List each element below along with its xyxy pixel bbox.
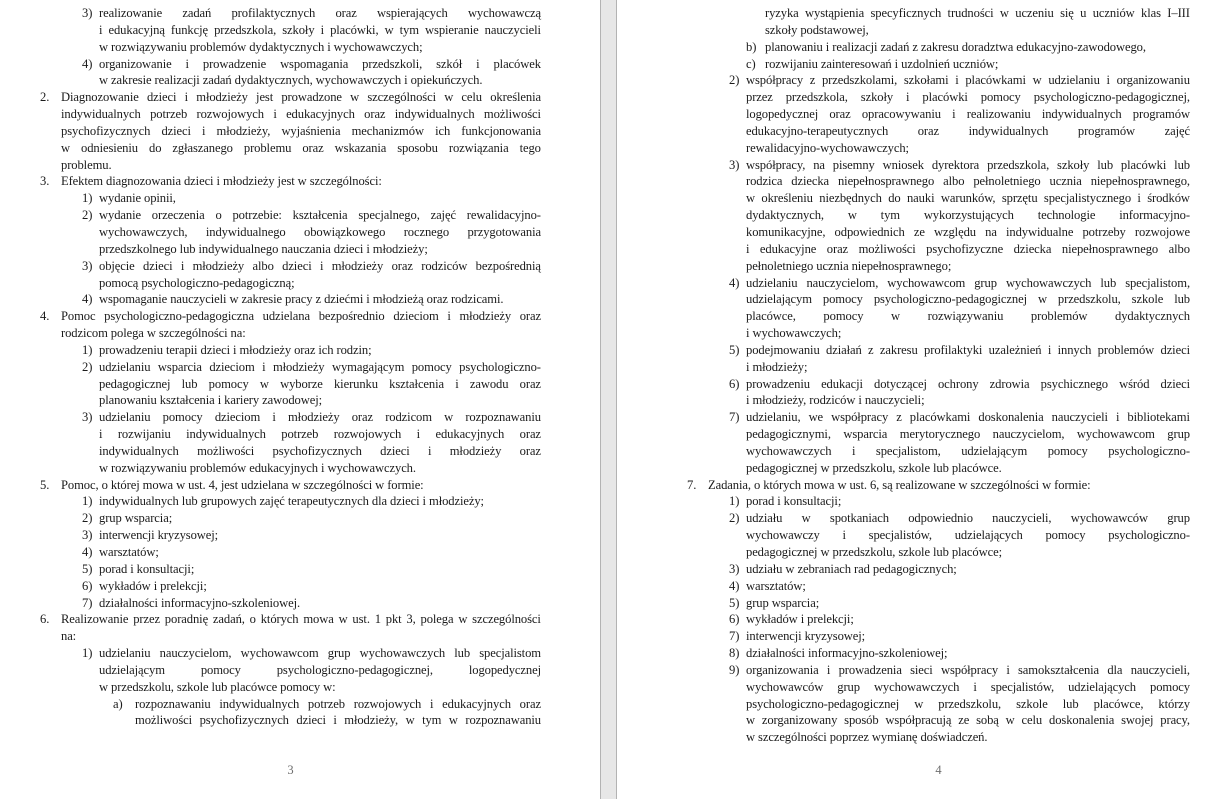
list-marker: 1) <box>82 646 93 661</box>
list-item-block <box>40 258 541 292</box>
list-item-block <box>687 510 1190 561</box>
list-marker: 2) <box>82 208 93 223</box>
text-line: pedagogicznymi, wsparcia merytorycznego nauczycielom, wychowawcom grup <box>746 427 1190 442</box>
text-line: udzielającym pomocy psychologiczno-pedagogicznej, logopedycznej <box>99 662 541 677</box>
text-line: psychologiczno-pedagogicznej w przedszkolu, szkole lub placówce, którzy <box>746 696 1190 711</box>
text-line: w określeniu niezbędnych do nauki warunków, sprzętu specjalistycznego i środków <box>746 191 1190 206</box>
text-line: problemu. <box>61 157 112 172</box>
text-line: i edukacyjne oraz możliwości psychofizyczne dziecka niepełnosprawnego albo <box>746 241 1190 256</box>
text-line: pedagogicznej lub pomocy w wyborze kierunku kształcenia i zawodu oraz <box>99 376 541 391</box>
text-line: wychowawczy i specjalistów, udzielających pomocy psychologiczno- <box>746 528 1190 543</box>
text-line: organizowanie i prowadzenie wspomagania przedszkoli, szkół i placówek 4) <box>82 56 541 71</box>
list-marker: 2) <box>729 511 740 526</box>
text-line: dydaktycznych, w tym wykorzystujących technologie informacyjno- <box>746 208 1190 223</box>
text-line: pedagogicznej w przedszkolu, szkole lub placówce. <box>746 460 1002 475</box>
text-line: w zorganizowany sposób współpracują ze sobą w celu doskonalenia swojej pracy, <box>746 713 1190 728</box>
page-4 <box>617 0 1228 799</box>
text-line: możliwości psychofizycznych dzieci i młodzieży, w tym w rozpoznawaniu <box>135 713 541 728</box>
text-line: wydanie opinii, 1) <box>82 191 176 206</box>
list-marker: 5. <box>40 477 50 492</box>
list-item-block <box>40 207 541 258</box>
list-item-block <box>40 409 541 476</box>
text-line: porad i konsultacji; 5) <box>82 561 195 576</box>
list-item-block <box>40 308 541 342</box>
text-line: Pomoc psychologiczno-pedagogiczna udzielana bezpośrednio dzieciom i młodzieży oraz 4. <box>40 309 541 324</box>
text-line: Realizowanie przez poradnię zadań, o których mowa w ust. 1 pkt 3, polega w szczególności 6. <box>40 612 541 627</box>
list-marker: 2) <box>82 359 93 374</box>
list-item-block <box>40 190 541 207</box>
text-line: Efektem diagnozowania dzieci i młodzieży jest w szczególności: 3. <box>40 174 382 189</box>
text-line: grup wsparcia; 2) <box>82 511 173 526</box>
text-line: realizowanie zadań profilaktycznych oraz wspierających wychowawczą 3) <box>82 6 541 20</box>
list-item-block <box>687 561 1190 578</box>
text-line: udzielaniu pomocy dzieciom i młodzieży oraz rodzicom w rozpoznawaniu 3) <box>82 410 541 425</box>
list-marker: 7. <box>687 477 697 492</box>
text-line: indywidualnych lub grupowych zajęć terapeutycznych dla dzieci i młodzieży; 1) <box>82 494 484 509</box>
text-line: warsztatów; 4) <box>729 578 806 593</box>
list-marker: 4) <box>82 545 93 559</box>
list-item-block <box>40 561 541 578</box>
text-line: rozpoznawaniu indywidualnych potrzeb rozwojowych i edukacyjnych oraz a) <box>113 696 541 711</box>
text-line: grup wsparcia; 5) <box>729 595 820 610</box>
list-item-block <box>40 645 541 696</box>
text-line: w rozwiązywaniu problemów edukacyjnych i wychowawczych. <box>99 460 416 475</box>
list-marker: 4. <box>40 309 50 324</box>
text-line: wykładów i prelekcji; 6) <box>82 578 207 593</box>
list-marker: 4) <box>82 292 93 307</box>
text-line: i rozwijaniu indywidualnych potrzeb rozwojowych i edukacyjnych oraz <box>99 427 541 442</box>
text-line: i edukacyjną funkcję przedszkola, szkoły i placówki, w tym wspieranie nauczycieli <box>99 22 541 37</box>
list-item-block <box>40 477 541 494</box>
list-marker: 7) <box>729 629 740 644</box>
list-marker: 1) <box>82 494 93 509</box>
text-line: udzielaniu nauczycielom, wychowawcom grup wychowawczych lub specjalistom 1) <box>82 646 541 661</box>
page-3-content <box>40 5 541 729</box>
list-marker: 6) <box>729 376 740 391</box>
list-item-block <box>687 645 1190 662</box>
list-marker: 1) <box>82 342 93 357</box>
list-marker: 5) <box>82 561 93 576</box>
list-marker: 3) <box>82 528 93 543</box>
list-marker: 3) <box>82 410 93 425</box>
list-marker: a) <box>113 696 123 711</box>
text-line: ryzyka wystąpienia specyficznych trudności w uczeniu się u uczniów klas I–III <box>765 6 1190 20</box>
list-item-block <box>687 72 1190 156</box>
text-line: współpracy z przedszkolami, szkołami i placówkami w udzielaniu i organizowaniu 2) <box>729 73 1190 88</box>
text-line: komunikacyjne, odpowiednich ze względu na indywidualne potrzeby rozwojowe <box>746 224 1190 239</box>
text-line: wychowawczych, indywidualnego obowiązkowego rocznego przygotowania <box>99 224 541 239</box>
text-line: udzielaniu wsparcia dzieciom i młodzieży wymagającym pomocy psychologiczno- 2) <box>82 359 541 374</box>
text-line: pedagogicznej w przedszkolu, szkole lub placówce; <box>746 545 1002 559</box>
list-marker: 1) <box>729 494 740 509</box>
list-item-block <box>687 56 1190 73</box>
list-item-block <box>40 5 541 56</box>
text-line: i młodzieży, rodziców i nauczycieli; <box>746 393 925 408</box>
list-item-block <box>687 611 1190 628</box>
list-item-block <box>40 544 541 561</box>
text-line: indywidualnych potrzeb rozwojowych i edukacyjnych oraz indywidualnych możliwości <box>61 107 541 122</box>
text-line: szkoły podstawowej, <box>765 22 869 37</box>
page-number: 3 <box>287 763 294 777</box>
list-item-block <box>687 39 1190 56</box>
text-line: rewalidacyjno-wychowawczych; <box>746 140 909 155</box>
text-line: porad i konsultacji; 1) <box>729 494 842 509</box>
text-line: wydanie orzeczenia o potrzebie: kształcenia specjalnego, zajęć rewalidacyjno- 2) <box>82 208 541 223</box>
list-item-block <box>40 595 541 612</box>
list-item-block <box>40 89 541 173</box>
list-marker: 5) <box>729 342 740 357</box>
text-line: Zadania, o których mowa w ust. 6, są realizowane w szczególności w formie: 7. <box>687 477 1091 492</box>
text-line: wychowawczych i specjalistom, udzielającym pomocy psychologiczno- <box>746 443 1190 458</box>
text-line: rozwijaniu zainteresowań i uzdolnień uczniów; c) <box>746 56 999 71</box>
text-line: prowadzeniu edukacji dotyczącej ochrony zdrowia psychicznego wśród dzieci 6) <box>729 376 1190 391</box>
text-line: w zakresie realizacji zadań dydaktycznych, wychowawczych i opiekuńczych. <box>99 73 483 88</box>
page-gap-divider <box>600 0 617 799</box>
list-marker: 3) <box>729 561 740 576</box>
text-line: w przedszkolu, szkole lub placówce pomocy w: <box>99 679 336 694</box>
text-line: psychofizycznych dzieci i młodzieży, wyjaśnienia mechanizmów ich funkcjonowania <box>61 123 541 138</box>
list-item-block <box>40 696 541 730</box>
list-item-block <box>40 510 541 527</box>
list-marker: 2) <box>82 511 93 526</box>
list-marker: 6) <box>82 578 93 593</box>
text-line: rodzica dziecka niepełnosprawnego albo pełnoletniego ucznia niepełnosprawnego, <box>746 174 1190 189</box>
text-line: w rozwiązywaniu problemów dydaktycznych i wychowawczych; <box>99 39 423 54</box>
list-marker: 6) <box>729 612 740 627</box>
list-marker: 1) <box>82 191 93 206</box>
list-marker: 8) <box>729 646 740 661</box>
list-item-block <box>40 578 541 595</box>
text-line: pełnoletniego ucznia niepełnosprawnego; <box>746 258 952 273</box>
text-line: indywidualnych możliwości psychofizycznych dzieci i młodzieży oraz <box>99 443 541 458</box>
text-line: wychowawców grup wychowawczych i specjalistów, udzielających pomocy <box>746 679 1190 694</box>
text-line: działalności informacyjno-szkoleniowej. 7) <box>82 595 301 610</box>
list-item-block <box>687 477 1190 494</box>
text-line: udzielającym pomocy psychologiczno-pedagogicznej w przedszkolu, szkole lub <box>746 292 1190 307</box>
list-marker: 9) <box>729 662 740 677</box>
list-item-block <box>687 157 1190 275</box>
list-item-block <box>40 527 541 544</box>
text-line: pomocą psychologiczno-pedagogiczną; <box>99 275 295 290</box>
list-marker: 3. <box>40 174 50 189</box>
text-line: w odniesieniu do zgłaszanego problemu oraz wskazania sposobu rozwiązania tego <box>61 140 541 155</box>
text-line: na: <box>61 629 77 644</box>
list-item-block <box>40 173 541 190</box>
text-line: działalności informacyjno-szkoleniowej; 8) <box>729 646 948 661</box>
list-marker: 2) <box>729 73 740 88</box>
list-marker: 7) <box>82 595 93 610</box>
text-line: wykładów i prelekcji; 6) <box>729 612 854 627</box>
text-line: prowadzeniu terapii dzieci i młodzieży oraz ich rodzin; 1) <box>82 342 372 357</box>
list-item-block <box>687 5 1190 39</box>
text-line: przez przedszkola, szkoły i placówki pomocy psychologiczno-pedagogicznej, <box>746 90 1190 105</box>
list-item-block <box>40 291 541 308</box>
text-line: udzielaniu nauczycielom, wychowawcom grup wychowawczych lub specjalistom, 4) <box>729 275 1190 290</box>
list-item-block <box>687 493 1190 510</box>
list-item-block <box>687 578 1190 595</box>
list-item-block <box>40 56 541 90</box>
list-item-block <box>40 359 541 410</box>
list-marker: c) <box>746 56 756 71</box>
list-item-block <box>687 376 1190 410</box>
text-line: podejmowaniu działań z zakresu profilaktyki uzależnień i innych problemów dzieci 5) <box>729 342 1190 357</box>
list-marker: 3) <box>82 258 93 273</box>
text-line: udziału w zebraniach rad pedagogicznych; 3) <box>729 561 957 576</box>
text-line: interwencji kryzysowej; 3) <box>82 528 219 543</box>
list-marker: 2. <box>40 90 50 105</box>
text-line: placówce, pomocy w rozwiązywaniu problemów dydaktycznych <box>746 309 1190 324</box>
list-marker: 4) <box>729 578 740 593</box>
text-line: udzielaniu, we współpracy z placówkami doskonalenia nauczycieli i bibliotekami 7) <box>729 410 1190 425</box>
list-marker: 4) <box>729 275 740 290</box>
text-line: logopedycznej oraz opracowywaniu i realizowaniu indywidualnych programów <box>746 107 1190 122</box>
list-item-block <box>687 628 1190 645</box>
text-line: planowaniu i realizacji zadań z zakresu doradztwa edukacyjno-zawodowego, b) <box>746 39 1146 54</box>
list-item-block <box>687 342 1190 376</box>
text-line: w szczególności poprzez wymianę doświadczeń. <box>746 730 988 745</box>
text-line: Diagnozowanie dzieci i młodzieży jest prowadzone w szczególności w celu określenia 2. <box>40 90 541 105</box>
list-item-block <box>40 493 541 510</box>
list-item-block <box>687 409 1190 476</box>
list-item-block <box>687 662 1190 746</box>
list-marker: 3) <box>82 6 93 20</box>
text-line: przedszkolnego lub indywidualnego nauczania dzieci i młodzieży; <box>99 241 428 256</box>
text-line: objęcie dzieci i młodzieży albo dzieci i młodzieży oraz rodziców bezpośrednią 3) <box>82 258 541 273</box>
list-marker: 7) <box>729 410 740 425</box>
text-line: wspomaganie nauczycieli w zakresie pracy z dziećmi i młodzieżą oraz rodzicami. 4) <box>82 292 504 307</box>
text-line: interwencji kryzysowej; 7) <box>729 629 866 644</box>
page-number: 4 <box>935 763 942 777</box>
text-line: planowaniu kształcenia i kariery zawodowej; <box>99 393 322 408</box>
list-marker: 6. <box>40 612 50 627</box>
text-line: rodzicom polega w szczególności na: <box>61 326 246 341</box>
page-3 <box>0 0 600 799</box>
list-marker: 3) <box>729 157 740 172</box>
list-marker: b) <box>746 39 757 54</box>
text-line: i wychowawczych; <box>746 326 842 341</box>
page-4-content <box>687 5 1190 746</box>
text-line: edukacyjno-terapeutycznych oraz indywidualnych programów zajęć <box>746 123 1190 138</box>
list-item-block <box>40 342 541 359</box>
list-item-block <box>687 275 1190 342</box>
text-line: i młodzieży; <box>746 359 808 374</box>
list-item-block <box>687 595 1190 612</box>
text-line: organizowania i prowadzenia sieci współpracy i samokształcenia dla nauczycieli, 9) <box>729 662 1190 677</box>
list-item-block <box>40 611 541 645</box>
text-line: współpracy, na pisemny wniosek dyrektora przedszkola, szkoły lub placówki lub 3) <box>729 157 1190 172</box>
text-line: Pomoc, o której mowa w ust. 4, jest udzielana w szczególności w formie: 5. <box>40 477 424 492</box>
list-marker: 4) <box>82 56 93 71</box>
list-marker: 5) <box>729 595 740 610</box>
text-line: udziału w spotkaniach odpowiednio nauczycieli, wychowawców grup 2) <box>729 511 1190 526</box>
text-line: warsztatów; 4) <box>82 545 159 559</box>
